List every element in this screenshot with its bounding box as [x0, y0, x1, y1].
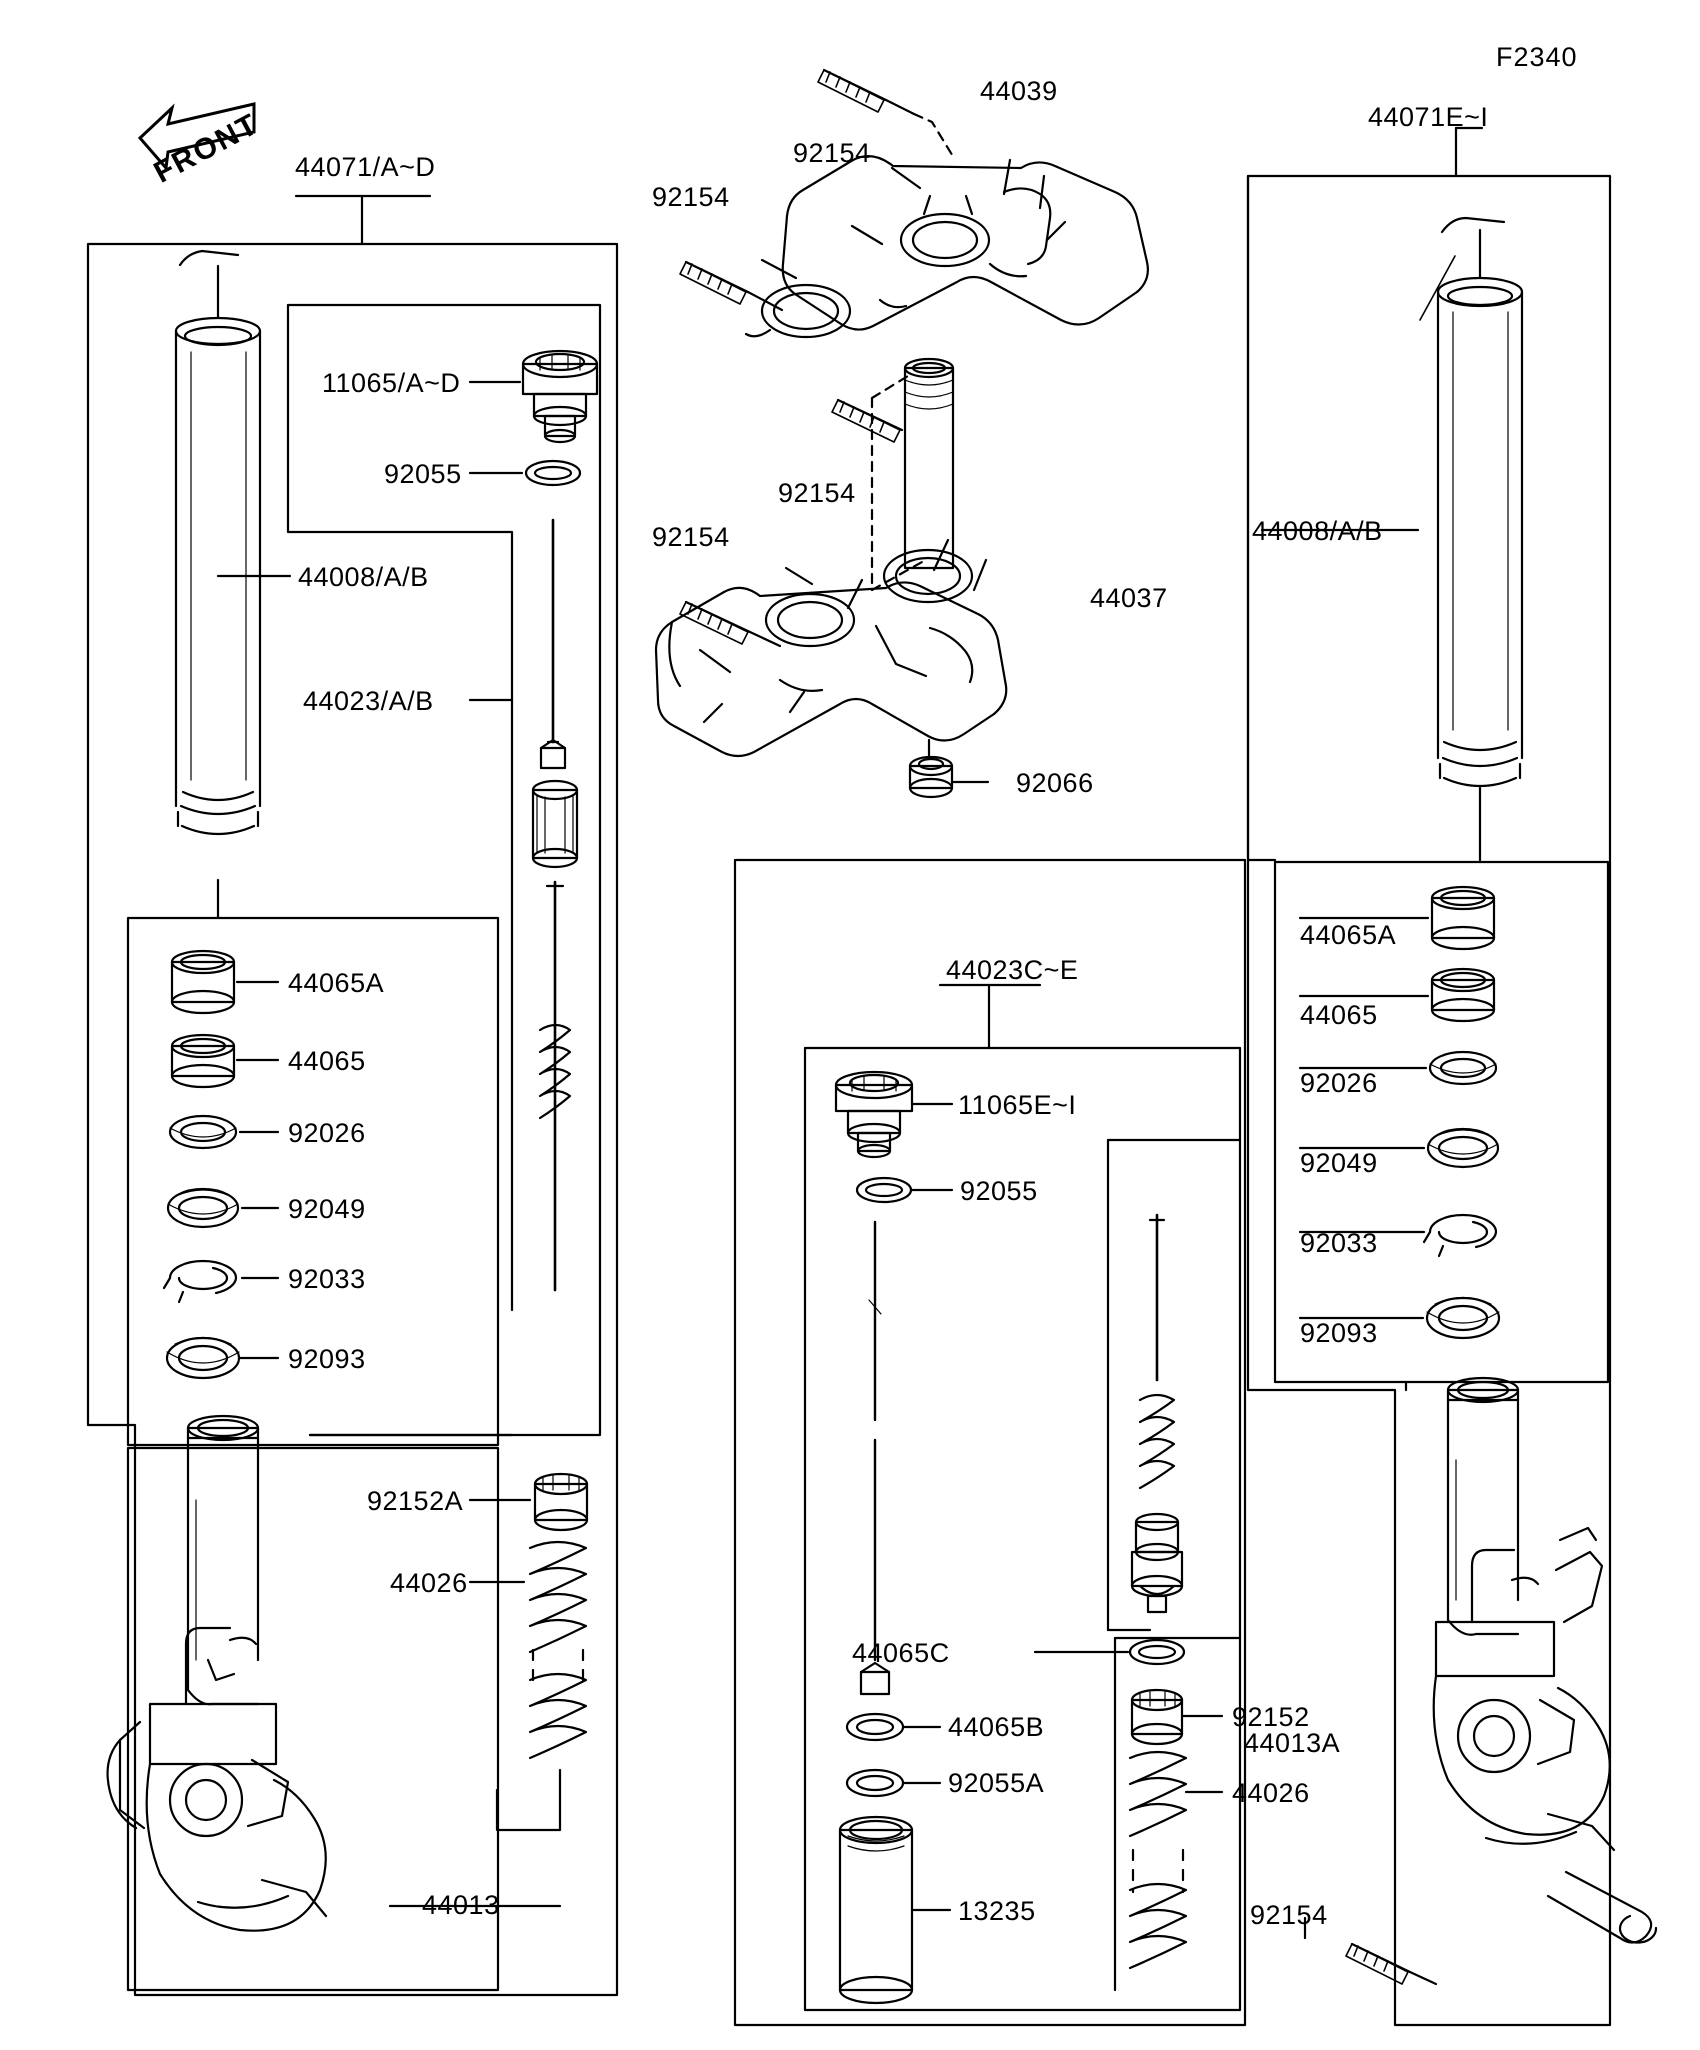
- front-direction-marker: [136, 96, 265, 206]
- part-label-44026-left: 44026: [390, 1568, 468, 1598]
- part-label-44065a-left: 44065A: [288, 968, 385, 998]
- part-label-44023-left: 44023/A/B: [303, 686, 434, 716]
- part-label-44065-right: 44065: [1300, 1000, 1378, 1030]
- diagram-code: F2340: [1496, 42, 1578, 72]
- part-label-44065b: 44065B: [948, 1712, 1045, 1742]
- part-label-11065e-i: 11065E~I: [958, 1090, 1077, 1120]
- group-label-left-assembly: 44071/A~D: [295, 152, 436, 182]
- part-label-92152: 92152: [1232, 1702, 1310, 1732]
- part-label-92049-right: 92049: [1300, 1148, 1378, 1178]
- part-label-44065a-right: 44065A: [1300, 920, 1397, 950]
- part-label-44026-center: 44026: [1232, 1778, 1310, 1808]
- part-label-92026-right: 92026: [1300, 1068, 1378, 1098]
- part-label-92049-left: 92049: [288, 1194, 366, 1224]
- part-label-44013a: 44013A: [1244, 1728, 1341, 1758]
- part-label-92154-bottom: 92154: [1250, 1900, 1328, 1930]
- group-label-right-assembly: 44071E~I: [1368, 102, 1489, 132]
- part-label-44039: 44039: [980, 76, 1058, 106]
- part-label-92154-top-b: 92154: [652, 182, 730, 212]
- part-label-92093-right: 92093: [1300, 1318, 1378, 1348]
- front-label: FRONT: [148, 107, 265, 190]
- part-label-44065-left: 44065: [288, 1046, 366, 1076]
- part-label-92154-mid-a: 92154: [778, 478, 856, 508]
- part-label-13235: 13235: [958, 1896, 1036, 1926]
- part-label-92093-left: 92093: [288, 1344, 366, 1374]
- part-label-92055-left: 92055: [384, 459, 462, 489]
- part-label-92152a: 92152A: [367, 1486, 464, 1516]
- part-label-92055a: 92055A: [948, 1768, 1045, 1798]
- part-label-44008-left: 44008/A/B: [298, 562, 429, 592]
- part-label-92026-left: 92026: [288, 1118, 366, 1148]
- part-label-44008-right: 44008/A/B: [1252, 516, 1383, 546]
- part-label-92154-mid-b: 92154: [652, 522, 730, 552]
- part-label-44013-left: 44013: [422, 1890, 500, 1920]
- part-label-44037: 44037: [1090, 583, 1168, 613]
- group-label-damper: 44023C~E: [946, 955, 1079, 985]
- part-label-92033-right: 92033: [1300, 1228, 1378, 1258]
- part-label-92055-center: 92055: [960, 1176, 1038, 1206]
- part-label-44065c: 44065C: [852, 1638, 950, 1668]
- part-label-92154-top-a: 92154: [793, 138, 871, 168]
- part-label-92033-left: 92033: [288, 1264, 366, 1294]
- part-label-11065-a-d: 11065/A~D: [322, 368, 461, 398]
- part-label-92066: 92066: [1016, 768, 1094, 798]
